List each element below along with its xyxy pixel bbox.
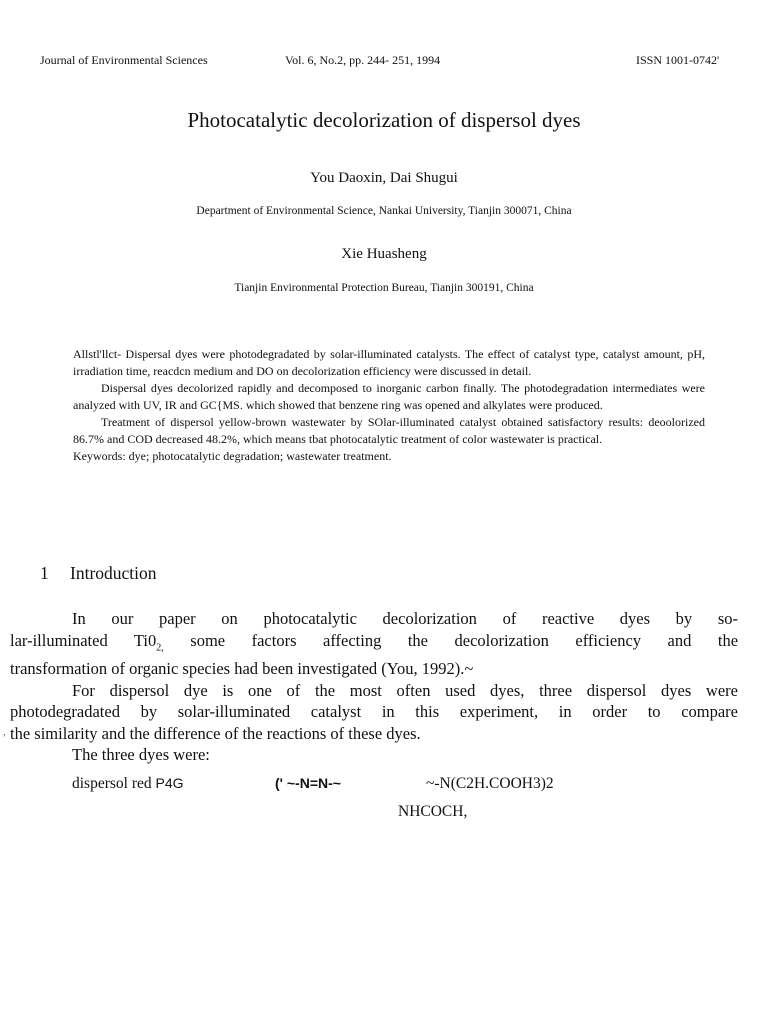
authors-primary: You Daoxin, Dai Shugui [310,170,458,186]
journal-name: Journal of Environmental Sciences [40,53,208,67]
section-number: 1 [40,563,49,583]
body-line: the similarity and the difference of the reactions of these dyes. [10,723,421,743]
volume-info: Vol. 6, No.2, pp. 244- 251, 1994 [285,53,441,67]
keywords: Keywords: dye; photocatalytic degradation; wastewater treatment. [73,449,392,463]
chemical-structure-azo: (' ~-N=N-~ [275,775,341,791]
body-text [10,608,738,766]
affiliation-primary: Department of Environmental Science, Nankai University, Tianjin 300071, China [196,205,572,217]
section-title: Introduction [70,563,157,583]
body-line: photodegradated by solar-illuminated catalyst in this experiment, in order to compare [10,702,738,722]
body-line: transformation of organic species had been investigated (You, 1992).~ [10,659,474,679]
section-heading [40,563,157,584]
issn: ISSN 1001-0742' [636,53,720,67]
affiliation-secondary: Tianjin Environmental Protection Bureau, Tianjin 300191, China [234,282,534,294]
abstract [73,346,705,465]
paper-title: Photocatalytic decolorization of dispersol dyes [187,108,581,132]
body-line: For dispersol dye is one of the most often used dyes, three dispersol dyes were [72,680,738,700]
body-line: The three dyes were: [72,745,210,765]
abstract-paragraph-1: Allstl'llct- Dispersal dyes were photodegradated by solar-illuminated catalysts. The effect of catalyst type, catalyst amount, pH, irradiation time, reacdcn medium and DO on decolorization efficiency were discussed in detail. [73,347,705,378]
chemical-structure-amine: ~-N(C2H.COOH3)2 [426,775,554,792]
abstract-paragraph-2: Dispersal dyes decolorized rapidly and decomposed to inorganic carbon finally. The photodegradation intermediates were analyzed with UV, IR and GC{MS. which showed that benzene ring was opened and alkylates were produced. [73,381,705,412]
body-line: lar-illuminated $Ti0_{2,}$ some factors affecting the decolorization efficiency and the [10,630,739,653]
margin-mark: , [3,727,6,738]
chemical-substituent: NHCOCH, [398,803,468,820]
abstract-paragraph-3: Treatment of dispersol yellow-brown wastewater by SOlar-illuminated catalyst obtained satisfactory results: deoolorized 86.7% and COD decreased 48.2%, which means tbat photocatalytic treatment of color wastewater is practical. [73,415,705,446]
body-line: In our paper on photocatalytic decolorization of reactive dyes by so- [72,609,738,628]
authors-secondary: Xie Huasheng [341,246,427,262]
dye-label: dispersol red P4G [72,775,184,792]
